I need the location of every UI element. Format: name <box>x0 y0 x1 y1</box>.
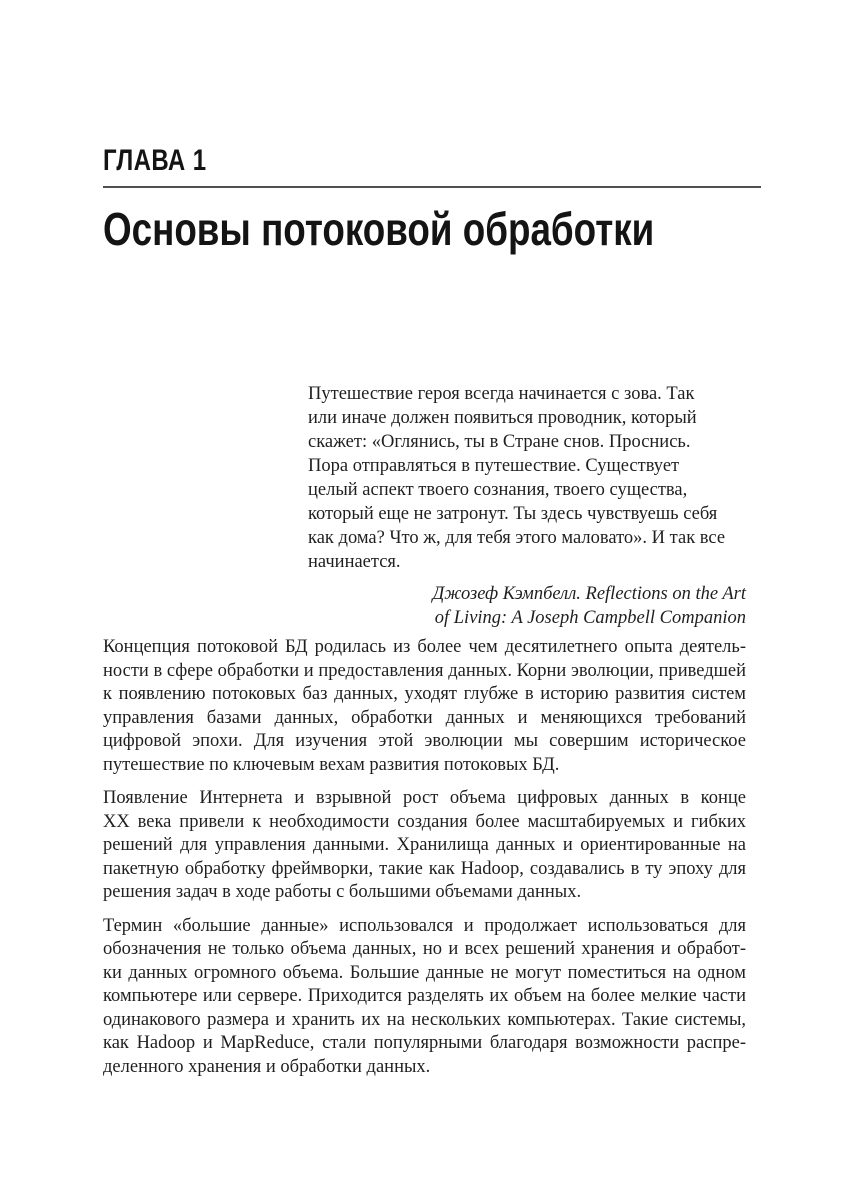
body-text-line: путешествие по ключевым вехам развития потоковых БД. <box>103 754 560 775</box>
epigraph <box>308 382 746 630</box>
body-text-line: решения задач в ходе работы с большими объемами данных. <box>103 882 582 902</box>
epigraph-attribution <box>308 582 746 630</box>
body-text <box>103 636 746 1089</box>
epigraph-quote-line: как дома? Что ж, для тебя этого маловато». И так все <box>308 528 726 548</box>
body-text-line: обозначения не только объема данных, но и всех решений хранения и обработ- <box>103 939 746 959</box>
epigraph-quote-line: который еще не затронут. Ты здесь чувствуешь себя <box>308 504 718 524</box>
chapter-title: Основы потоковой обработки <box>103 203 655 255</box>
body-text-line: компьютере или сервере. Приходится разделять их объем на более мелкие части <box>103 986 746 1006</box>
chapter-label: ГЛАВА 1 <box>103 144 207 177</box>
body-text-line: Термин «большие данные» использовался и продолжает использоваться для <box>103 915 746 936</box>
body-paragraph-3 <box>103 915 746 1080</box>
body-text-line: деленного хранения и обработки данных. <box>103 1056 431 1077</box>
epigraph-quote-line: скажет: «Оглянись, ты в Стране снов. Проснись. <box>308 432 691 452</box>
body-paragraph-1 <box>103 636 746 777</box>
body-paragraph-2 <box>103 787 746 905</box>
epigraph-quote-line: Путешествие героя всегда начинается с зова. Так <box>308 384 695 404</box>
body-text-line: решений для управления данными. Хранилища данных и ориентированные на <box>103 835 746 855</box>
body-text-line: к появлению потоковых баз данных, уходят глубже в историю развития систем <box>103 684 746 704</box>
body-text-line: ности в сфере обработки и предоставления данных. Корни эволюции, приведшей <box>103 660 746 681</box>
body-text-line: пакетную обработку фреймворки, такие как Hadoop, создавались в ту эпоху для <box>103 858 746 879</box>
epigraph-quote <box>308 382 746 574</box>
epigraph-quote-line: или иначе должен появиться проводник, который <box>308 408 697 428</box>
epigraph-quote-line: начинается. <box>308 552 401 572</box>
body-text-line: управления базами данных, обработки данных и меняющихся требований <box>103 707 746 728</box>
epigraph-quote-line: целый аспект твоего сознания, твоего существа, <box>308 480 688 500</box>
epigraph-quote-line: Пора отправляться в путешествие. Существует <box>308 456 680 476</box>
body-text-line: цифровой эпохи. Для изучения этой эволюции мы совершим историческое <box>103 731 746 751</box>
epigraph-attribution-line: Джозеф Кэмпбелл. Reflections on the Art <box>432 584 746 604</box>
epigraph-attribution-line: of Living: A Joseph Campbell Companion <box>434 608 746 628</box>
body-text-line: XX века привели к необходимости создания более масштабируемых и гибких <box>103 811 746 832</box>
body-text-line: одинакового размера и хранить их на нескольких компьютерах. Такие системы, <box>103 1009 746 1030</box>
body-text-line: Концепция потоковой БД родилась из более чем десятилетнего опыта деятель- <box>103 637 746 657</box>
body-text-line: Появление Интернета и взрывной рост объема цифровых данных в конце <box>103 788 746 808</box>
body-text-line: ки данных огромного объема. Большие данные не могут поместиться на одном <box>103 962 746 983</box>
chapter-rule-divider <box>103 186 761 188</box>
body-text-line: как Hadoop и MapReduce, стали популярными благодаря возможности распре- <box>103 1033 746 1053</box>
